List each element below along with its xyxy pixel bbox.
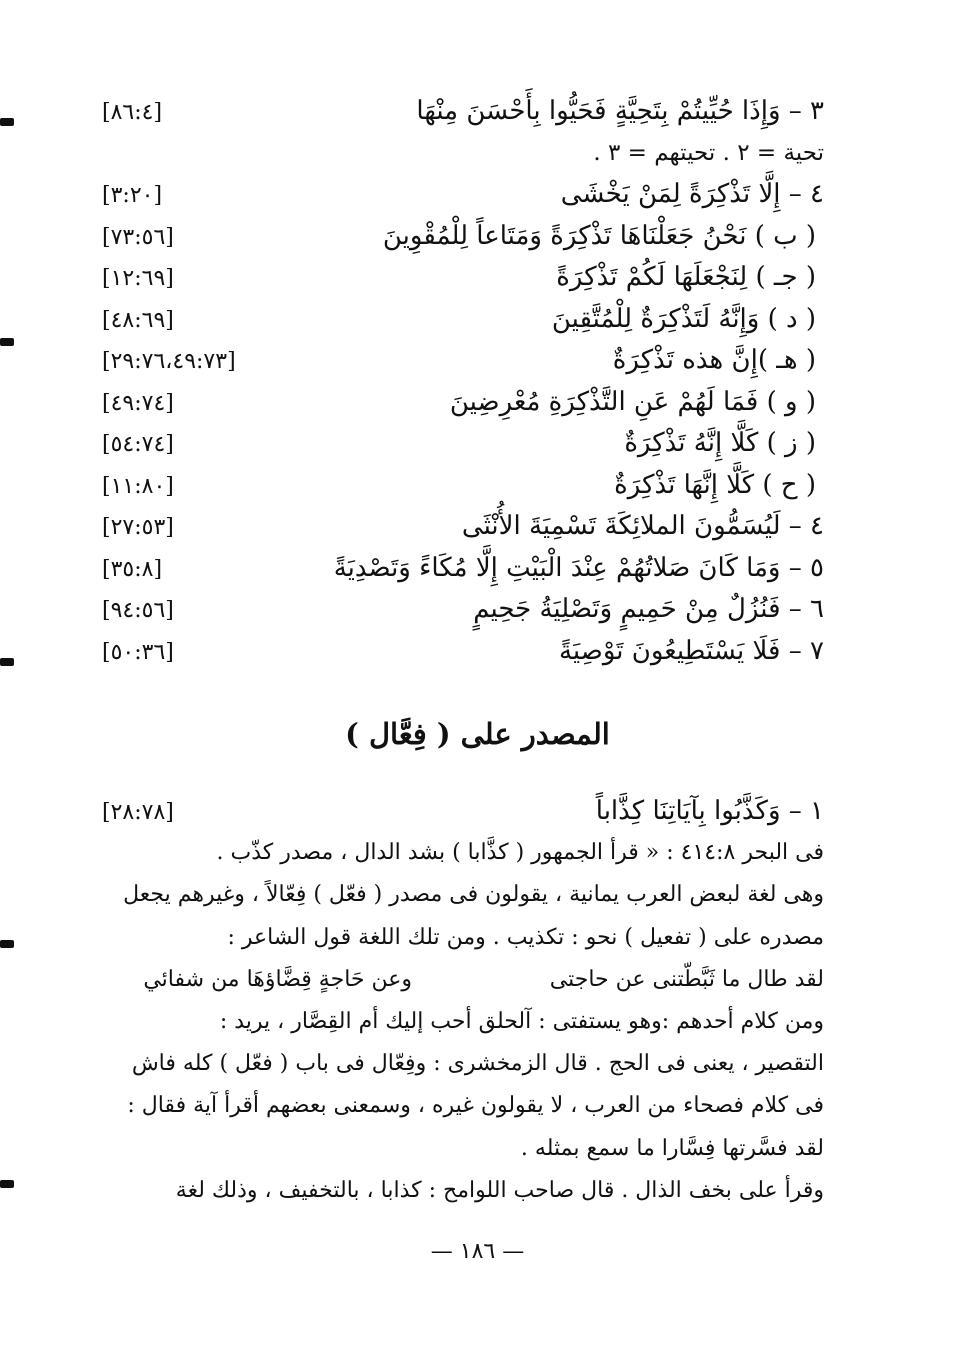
citation-entry (96, 173, 824, 215)
verse-text: ( ح ) كَلَّا إِنَّهَا تَذْكِرَةٌ (614, 469, 816, 500)
verse-reference: [٨٦:٤] (102, 100, 163, 125)
verse-text: ( و ) فَمَا لَهُمْ عَنِ التَّذْكِرَةِ مُعْرِضِينَ (449, 386, 816, 417)
verse-reference: [٥٠:٣٦] (102, 639, 174, 665)
verse-text: ( ب ) نَحْنُ جَعَلْنَاهَا تَذْكِرَةً وَمَتَاعاً لِلْمُقْوِينَ (382, 220, 816, 251)
section-body (96, 788, 824, 1212)
citation-entry (96, 422, 824, 464)
citation-entry (96, 788, 824, 832)
scan-edge-mark (0, 338, 14, 346)
scan-edge-mark (0, 118, 14, 126)
verse-reference: [٧٣:٥٦] (102, 224, 174, 250)
verse-text: ١ – وَكَذَّبُوا بِآيَاتِنَا كِذَّاباً (595, 796, 824, 826)
verse-text: ٤ – إِلَّا تَذْكِرَةً لِمَنْ يَخْشَى (560, 179, 824, 209)
section-heading: المصدر على ( فِعَّال ) (345, 717, 610, 751)
scan-edge-mark (0, 658, 14, 666)
verse-text: ٣ – وَإِذَا حُيِّيتُمْ بِتَحِيَّةٍ فَحَيُّوا بِأَحْسَنَ مِنْهَا (416, 96, 824, 126)
citation-entry (96, 464, 824, 506)
verse-text: ( ز ) كَلَّا إِنَّهُ تَذْكِرَةٌ (624, 428, 816, 458)
verse-reference: [٤٩:٧٤] (102, 390, 174, 416)
citation-entry (96, 505, 824, 547)
verse-text: ٤ – لَيُسَمُّونَ الملائِكَةَ تَسْمِيَةَ الأُنْثَى (461, 511, 824, 541)
verse-reference: [١١:٨٠] (102, 473, 174, 499)
verse-text: ( جـ ) لِنَجْعَلَهَا لَكُمْ تَذْكِرَةً (556, 262, 816, 292)
note-text: تحية = ٢ . تحيتهم = ٣ . (593, 139, 824, 166)
verse-reference: [٢٨:٧٨] (102, 800, 174, 825)
citation-entry (96, 298, 824, 340)
verse-reference: [١٢:٦٩] (102, 266, 174, 291)
text-line: وقرأ على بخف الذال . قال صاحب اللوامح : كذابا ، بالتخفيف ، وذلك لغة (175, 1178, 824, 1204)
verse-reference: [٣٥:٨] (102, 556, 163, 582)
verse-reference: [٩٤:٥٦] (102, 598, 174, 623)
citation-entry (96, 256, 824, 298)
citation-entry (96, 547, 824, 589)
commentary-paragraph (96, 1001, 824, 1212)
verse-reference: [٥٤:٧٤] (102, 432, 174, 457)
verse-text: ٦ – فَنُزُلٌ مِنْ حَمِيمٍ وَتَصْلِيَةُ جَحِيمٍ (473, 594, 824, 624)
verse-second-hemistich: وعن حَاجةٍ قِضَّاؤهَا من شفائي (143, 966, 412, 992)
verse-first-hemistich: لقد طال ما ثَبَّطّتنى عن حاجتى (549, 966, 824, 992)
verse-text: ( هـ )إِنَّ هذه تَذْكِرَةٌ (612, 345, 816, 375)
text-line: فى كلام فصحاء من العرب ، لا يقولون غيره ، وسمعنى بعضهم أقرأ آية فقال : (127, 1093, 824, 1119)
citation-entry (96, 381, 824, 423)
quran-citation-list (96, 90, 824, 671)
scan-edge-mark (0, 940, 14, 948)
text-line: لقد فسَّرتها فِسَّارا ما سمع بمثله . (520, 1135, 824, 1161)
text-line: ومن كلام أحدهم :وهو يستفتى : آلحلق أحب إليك أم القِصَّار ، يريد : (219, 1008, 824, 1034)
count-note (96, 132, 824, 174)
citation-entry (96, 339, 824, 381)
citation-entry (96, 630, 824, 672)
commentary-paragraph (96, 832, 824, 959)
verse-text: ٧ – فَلَا يَسْتَطِيعُونَ تَوْصِيَةً (558, 635, 824, 666)
page-number: — ١٨٦ — (430, 1239, 525, 1264)
text-line: فى البحر ٤١٤:٨ : « قرأ الجمهور ( كذَّابا ) بشد الدال ، مصدر كذّب . (216, 840, 824, 865)
verse-reference: [٢٩:٧٦،٤٩:٧٣] (102, 349, 236, 374)
poetry-verse (96, 959, 824, 1001)
citation-entry (96, 90, 824, 132)
verse-reference: [٣:٢٠] (102, 183, 163, 208)
citation-entry (96, 215, 824, 257)
verse-text: ٥ – وَمَا كَانَ صَلاتُهُمْ عِنْدَ الْبَيْتِ إِلَّا مُكَاءً وَتَصْدِيَةً (333, 552, 824, 583)
citation-entry (96, 588, 824, 630)
text-line: مصدره على ( تفعيل ) نحو : تكذيب . ومن تلك اللغة قول الشاعر : (227, 924, 824, 950)
text-line: وهى لغة لبعض العرب يمانية ، يقولون فى مصدر ( فعّل ) فِعّالاً ، وغيرهم يجعل (123, 882, 824, 908)
verse-reference: [٢٧:٥٣] (102, 515, 174, 540)
text-line: التقصير ، يعنى فى الحج . قال الزمخشرى : وفِعّال فى باب ( فعّل ) كله فاش (131, 1051, 824, 1077)
scan-edge-mark (0, 1180, 14, 1188)
verse-reference: [٤٨:٦٩] (102, 307, 174, 333)
verse-text: ( د ) وَإِنَّهُ لَتَذْكِرَةٌ لِلْمُتَّقِينَ (551, 303, 816, 334)
